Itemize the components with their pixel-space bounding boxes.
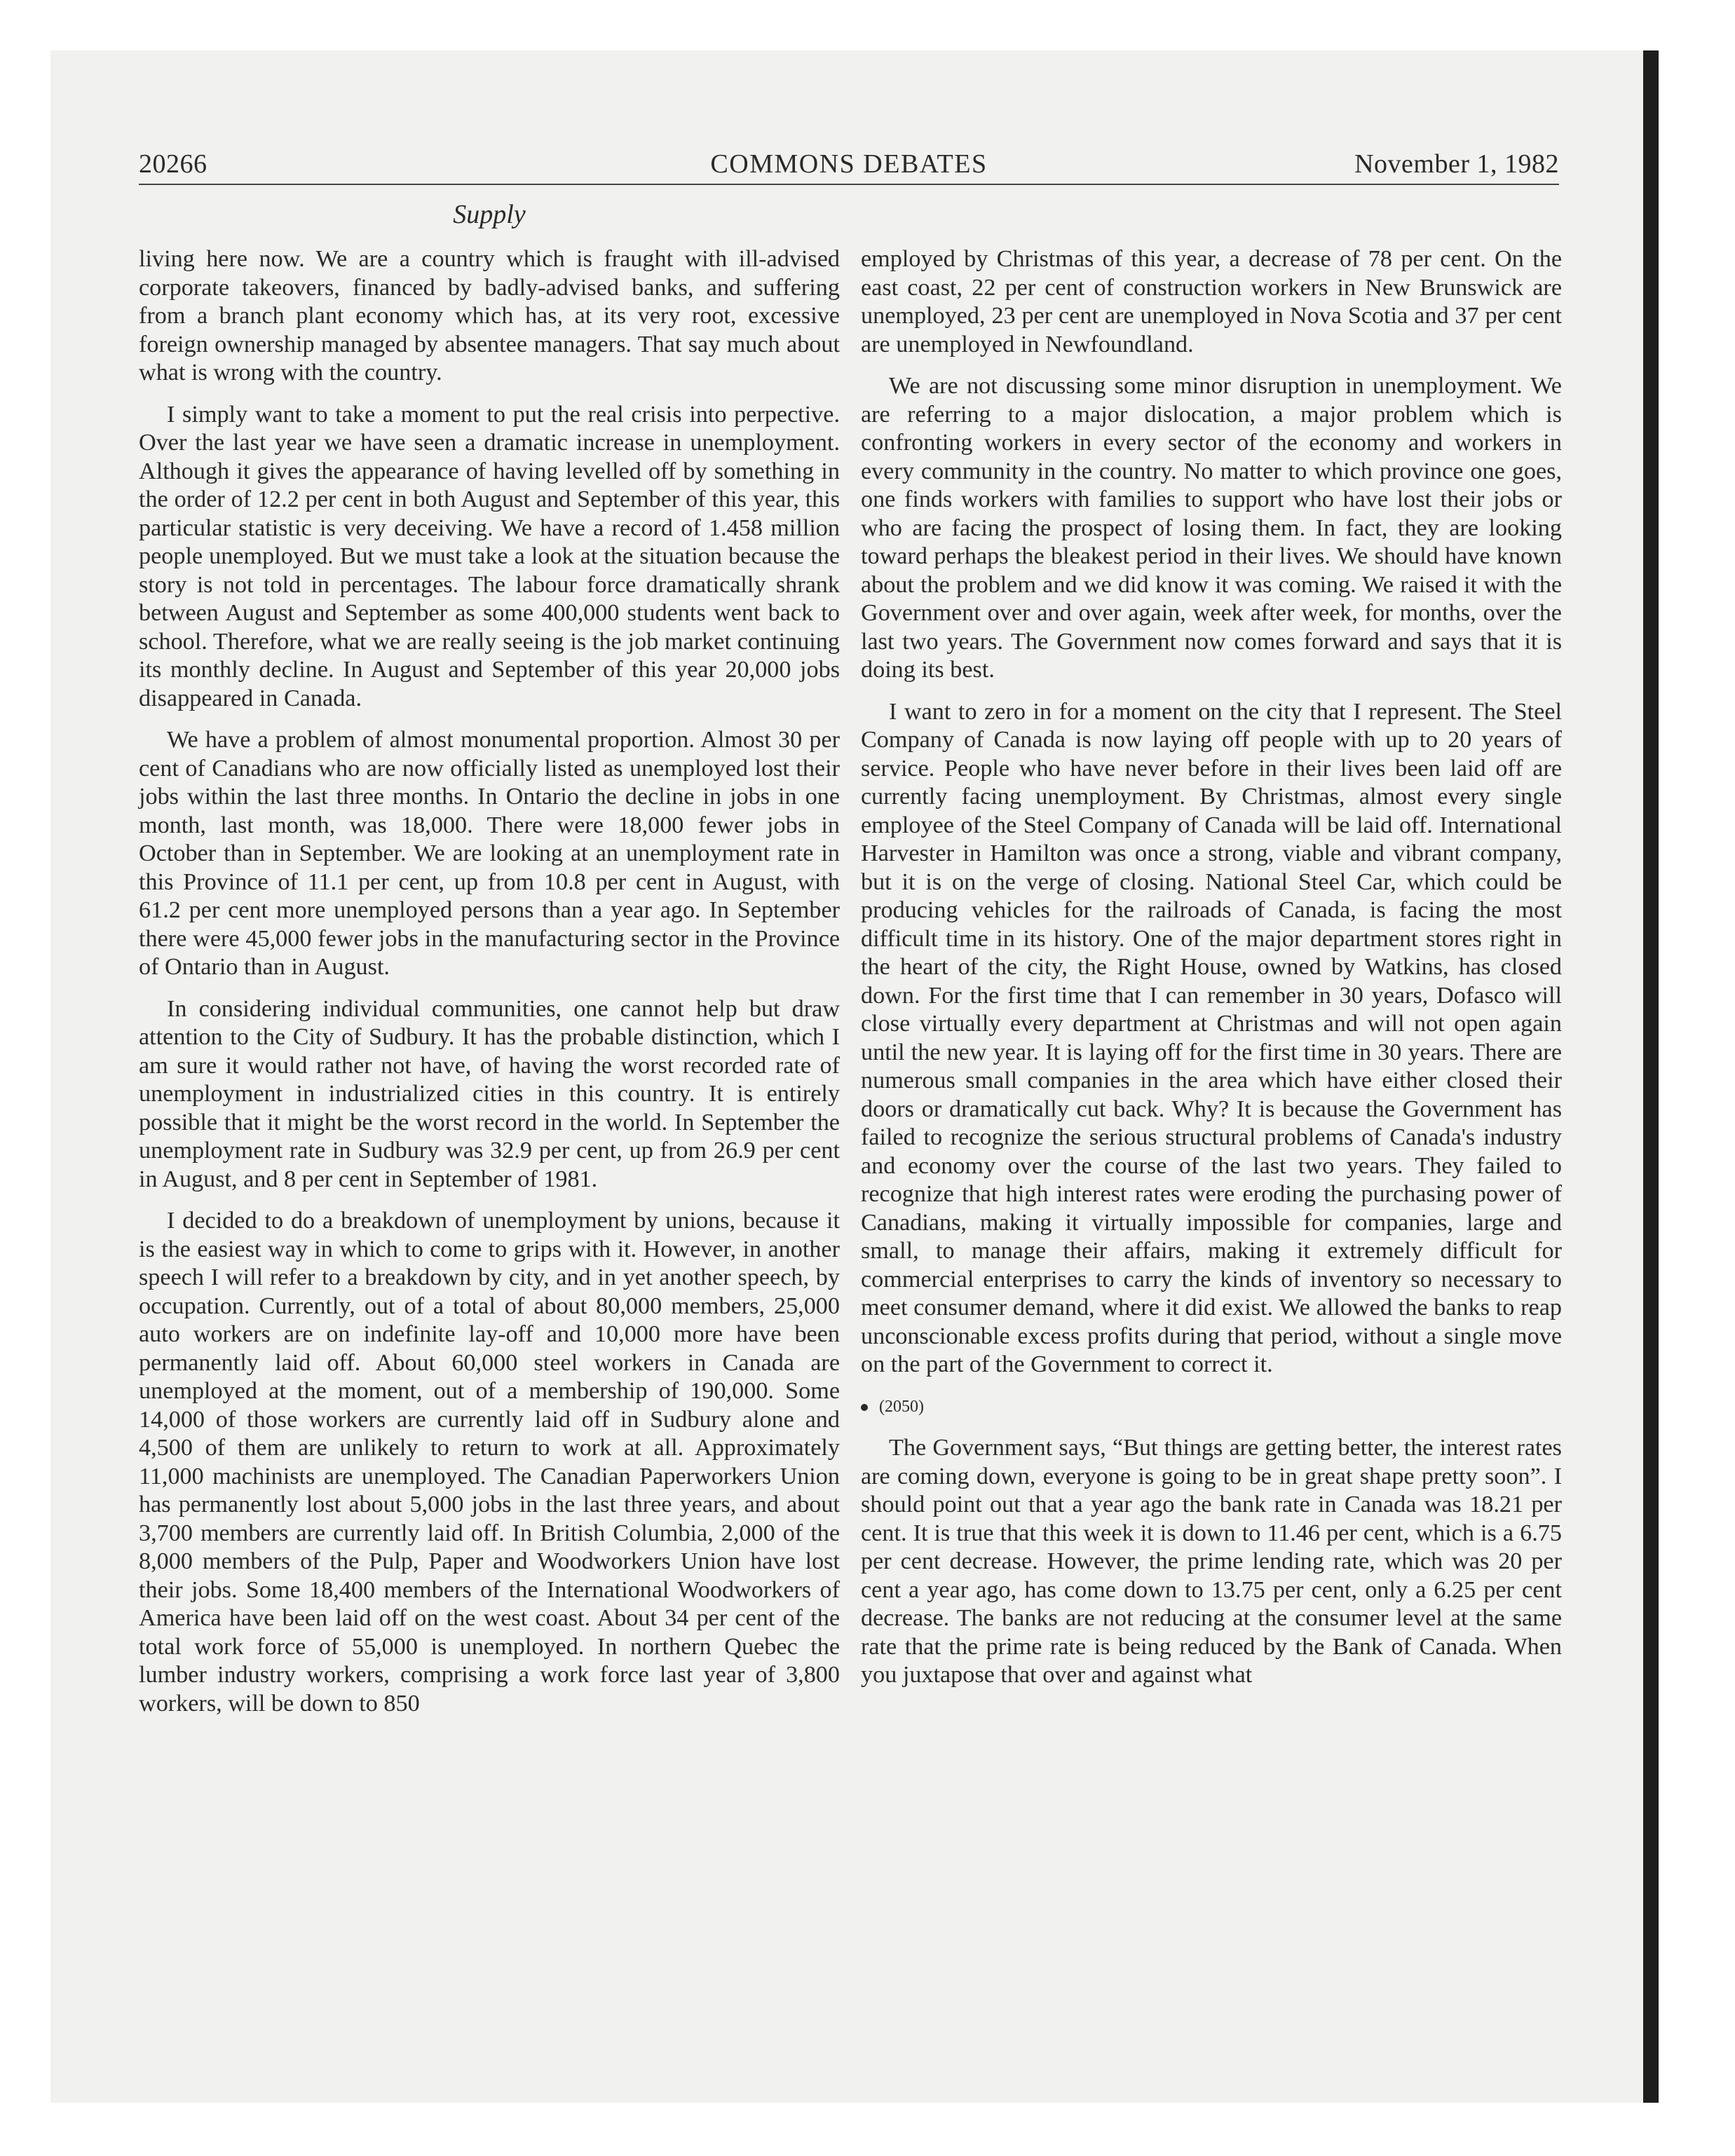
- time-marker: [861, 1393, 1562, 1421]
- bullet-icon: [861, 1404, 868, 1411]
- page-number: 20266: [139, 149, 207, 179]
- paragraph: We have a problem of almost monumental proportion. Almost 30 per cent of Canadians who are now officially listed as unemployed lost their jobs within the last three months. In Ontario the decline in jobs in one month, last month, was 18,000. There were 18,000 fewer jobs in October than in September. We are looking at an unemployment rate in this Province of 11.1 per cent, up from 10.8 per cent in August, with 61.2 per cent more unemployed persons than a year ago. In September there were 45,000 fewer jobs in the manufacturing sector in the Province of Ontario than in August.: [139, 727, 840, 980]
- header-rule: [139, 184, 1559, 185]
- paragraph: living here now. We are a country which is fraught with ill-advised corporate takeovers, financed by badly-advised banks, and suffering from a branch plant economy which has, at its very root, excessive foreign ownership managed by absentee managers. That say much about what is wrong with the country.: [139, 246, 840, 386]
- publication-title: COMMONS DEBATES: [710, 149, 988, 179]
- paragraph: I decided to do a breakdown of unemployment by unions, because it is the easiest way in which to come to grips with it. However, in another speech I will refer to a breakdown by city, and in yet another speech, by occupation. Currently, out of a total of about 80,000 members, 25,000 auto workers are on indefinite lay-off and 10,000 more have been permanently laid off. About 60,000 steel workers in Canada are unemployed at the moment, out of a membership of 190,000. Some 14,000 of those workers are currently laid off in Sudbury alone and 4,500 of them are unlikely to return to work at all. Approximately 11,000 machinists are unemployed. The Canadian Paperworkers Union has permanently lost about 5,000 jobs in the last three years, and about 3,700 members are currently laid off. In British Columbia, 2,000 of the 8,000 members of the Pulp, Paper and Woodworkers Union have lost their jobs. Some 18,400 members of the International Woodworkers of America have been laid off on the west coast. About 34 per cent of the total work force of 55,000 is unemployed. In northern Quebec the lumber industry workers, comprising a work force last year of 3,800 workers, will be down to 850: [139, 1208, 840, 1717]
- page-header: [139, 149, 1559, 185]
- paragraph: I simply want to take a moment to put the real crisis into perpective. Over the last year we have seen a dramatic increase in unemployment. Although it gives the appearance of having levelled off by something in the order of 12.2 per cent in both August and September of this year, this particular statistic is very deceiving. We have a record of 1.458 million people unemployed. But we must take a look at the situation because the story is not told in percentages. The labour force dramatically shrank between August and September as some 400,000 students went back to school. Therefore, what we are really seeing is the job market continuing its monthly decline. In August and September of this year 20,000 jobs disappeared in Canada.: [139, 401, 840, 711]
- right-column: [861, 245, 1562, 1703]
- time-marker-label: (2050): [879, 1397, 924, 1416]
- paragraph: employed by Christmas of this year, a decrease of 78 per cent. On the east coast, 22 per cent of construction workers in New Brunswick are unemployed, 23 per cent are unemployed in Nova Scotia and 37 per cent are unemployed in Newfoundland.: [861, 246, 1562, 357]
- publication-date: November 1, 1982: [1354, 149, 1559, 179]
- scan-edge-shadow: [1643, 50, 1659, 2103]
- left-column: [139, 245, 840, 1731]
- section-title: Supply: [453, 200, 526, 229]
- paragraph: In considering individual communities, one cannot help but draw attention to the City of Sudbury. It has the probable distinction, which I am sure it would rather not have, of having the worst recorded rate of unemployment in industrialized cities in this country. It is entirely possible that it might be the worst record in the world. In September the unemployment rate in Sudbury was 32.9 per cent, up from 26.9 per cent in August, and 8 per cent in September of 1981.: [139, 995, 840, 1192]
- paragraph: I want to zero in for a moment on the city that I represent. The Steel Company of Canada is now laying off people with up to 20 years of service. People who have never before in their lives been laid off are currently facing unemployment. By Christmas, almost every single employee of the Steel Company of Canada will be laid off. International Harvester in Hamilton was once a strong, viable and vibrant company, but it is on the verge of closing. National Steel Car, which could be producing vehicles for the railroads of Canada, is facing the most difficult time in its history. One of the major department stores right in the heart of the city, the Right House, owned by Watkins, has closed down. For the first time that I can remember in 30 years, Dofasco will close virtually every department at Christmas and will not open again until the new year. It is laying off for the first time in 30 years. There are numerous small companies in the area which have either closed their doors or dramatically cut back. Why? It is because the Government has failed to recognize the serious structural problems of Canada's industry and economy over the course of the last two years. They failed to recognize that high interest rates were eroding the purchasing power of Canadians, making it virtually impossible for companies, large and small, to manage their affairs, making it extremely difficult for commercial enterprises to carry the kinds of inventory so necessary to meet consumer demand, where it did exist. We allowed the banks to reap unconscionable excess profits during that period, without a single move on the part of the Government to correct it.: [861, 698, 1562, 1377]
- paragraph: We are not discussing some minor disruption in unemployment. We are referring to a major dislocation, a major problem which is confronting workers in every sector of the economy and workers in every community in the country. No matter to which province one goes, one finds workers with families to support who have lost their jobs or who are facing the prospect of losing them. In fact, they are looking toward perhaps the bleakest period in their lives. We should have known about the problem and we did know it was coming. We raised it with the Government over and over again, week after week, for months, over the last two years. The Government now comes forward and says that it is doing its best.: [861, 373, 1562, 683]
- paragraph: The Government says, “But things are getting better, the interest rates are coming down, everyone is going to be in great shape pretty soon”. I should point out that a year ago the bank rate in Canada was 18.21 per cent. It is true that this week it is down to 11.46 per cent, which is a 6.75 per cent decrease. However, the prime lending rate, which was 20 per cent a year ago, has come down to 13.75 per cent, only a 6.25 per cent decrease. The banks are not reducing at the consumer level at the same rate that the prime rate is being reduced by the Bank of Canada. When you juxtapose that over and against what: [861, 1435, 1562, 1688]
